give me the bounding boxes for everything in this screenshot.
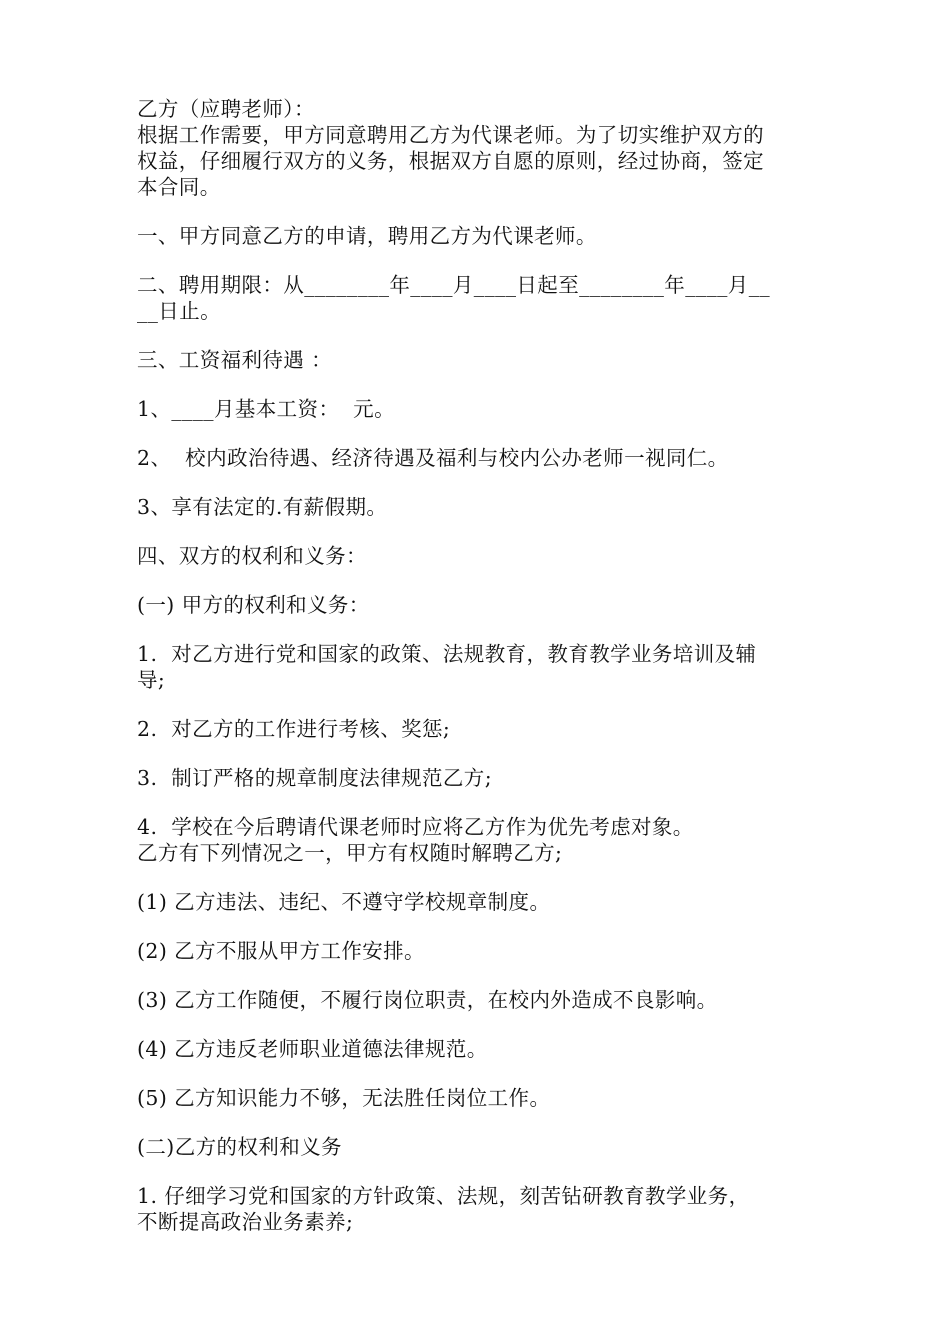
party-a-item-4: 4. 学校在今后聘请代课老师时应将乙方作为优先考虑对象。 bbox=[137, 815, 694, 839]
clause-4-heading: 四、双方的权利和义务： bbox=[137, 544, 367, 568]
party-a-rights-heading: (一) 甲方的权利和义务： bbox=[137, 593, 370, 617]
party-b-item-1-line-2: 不断提高政治业务素养; bbox=[137, 1210, 354, 1234]
party-a-item-2: 2. 对乙方的工作进行考核、奖惩; bbox=[137, 717, 451, 741]
clause-1: 一、甲方同意乙方的申请，聘用乙方为代课老师。 bbox=[137, 224, 597, 248]
clause-2-line-1: 二、聘用期限：从________年____月____日起至________年____月__ bbox=[137, 273, 770, 297]
clause-3-item-2: 2、 校内政治待遇、经济待遇及福利与校内公办老师一视同仁。 bbox=[137, 446, 729, 470]
party-a-item-3: 3. 制订严格的规章制度法律规范乙方; bbox=[137, 766, 492, 790]
party-b-rights-heading: (二)乙方的权利和义务 bbox=[137, 1135, 342, 1159]
intro-line-1: 根据工作需要，甲方同意聘用乙方为代课老师。为了切实维护双方的 bbox=[137, 123, 764, 147]
party-a-item-1-line-2: 导; bbox=[137, 668, 166, 692]
clause-3-item-3: 3、享有法定的.有薪假期。 bbox=[137, 495, 388, 519]
intro-line-3: 本合同。 bbox=[137, 175, 221, 199]
intro-line-2: 权益，仔细履行双方的义务，根据双方自愿的原则，经过协商，签定 bbox=[137, 149, 764, 173]
dismissal-intro: 乙方有下列情况之一，甲方有权随时解聘乙方; bbox=[137, 841, 563, 865]
document-page bbox=[137, 96, 817, 1235]
clause-3-heading: 三、工资福利待遇 ： bbox=[137, 348, 333, 372]
dismissal-case-3: (3) 乙方工作随便，不履行岗位职责，在校内外造成不良影响。 bbox=[137, 988, 718, 1012]
party-a-item-1-line-1: 1. 对乙方进行党和国家的政策、法规教育，教育教学业务培训及辅 bbox=[137, 642, 757, 666]
party-b-heading: 乙方（应聘老师）： bbox=[137, 97, 315, 121]
dismissal-case-4: (4) 乙方违反老师职业道德法律规范。 bbox=[137, 1037, 488, 1061]
party-b-item-1-line-1: 1. 仔细学习党和国家的方针政策、法规，刻苦钻研教育教学业务， bbox=[137, 1184, 750, 1208]
clause-2-line-2: __日止。 bbox=[137, 299, 221, 323]
dismissal-case-2: (2) 乙方不服从甲方工作安排。 bbox=[137, 939, 425, 963]
clause-3-item-1: 1、____月基本工资： 元。 bbox=[137, 397, 395, 421]
dismissal-case-1: (1) 乙方违法、违纪、不遵守学校规章制度。 bbox=[137, 890, 551, 914]
dismissal-case-5: (5) 乙方知识能力不够，无法胜任岗位工作。 bbox=[137, 1086, 551, 1110]
